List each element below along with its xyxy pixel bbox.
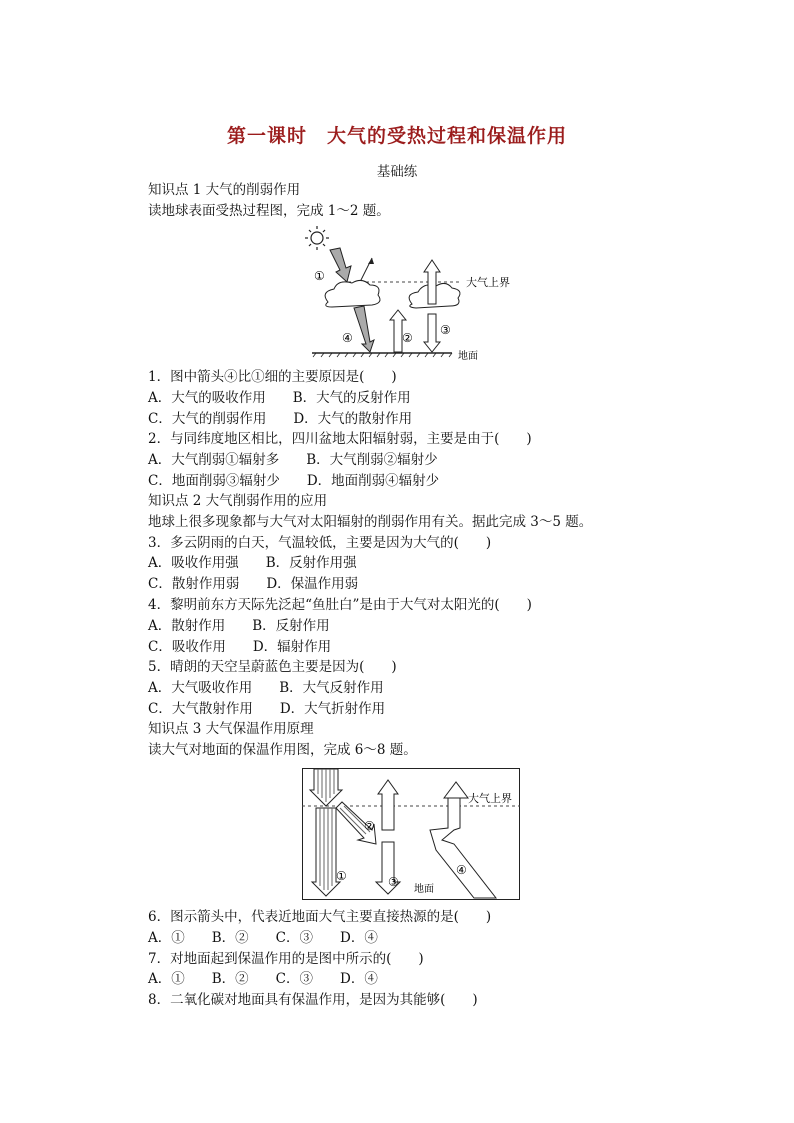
fig1-num-1: ① xyxy=(314,269,325,283)
question-7: 7．对地面起到保温作用的是图中所示的( ) xyxy=(148,951,424,967)
question-5: 5．晴朗的天空呈蔚蓝色主要是因为( ) xyxy=(148,659,397,675)
section-heading-3: 知识点 3 大气保温作用原理 xyxy=(148,721,314,737)
question-8: 8．二氧化碳对地面具有保温作用，是因为其能够( ) xyxy=(148,992,478,1008)
figure-heating-process xyxy=(300,224,520,364)
sun-icon xyxy=(305,226,329,250)
fig1-ground-label: 地面 xyxy=(458,351,478,362)
fig2-num-2: ② xyxy=(364,819,375,833)
question-4-options-cd: C．吸收作用 D．辐射作用 xyxy=(148,639,332,655)
question-1-options-cd: C．大气的削弱作用 D．大气的散射作用 xyxy=(148,411,413,427)
section-heading-2: 知识点 2 大气削弱作用的应用 xyxy=(148,493,328,509)
fig1-num-2: ② xyxy=(402,331,413,345)
fig1-upper-label: 大气上界 xyxy=(466,276,510,289)
instruction-1: 读地球表面受热过程图，完成 1～2 题。 xyxy=(148,203,390,219)
section-subtitle: 基础练 xyxy=(376,164,418,180)
fig2-num-3: ③ xyxy=(388,875,399,889)
question-3-options-ab: A．吸收作用强 B．反射作用强 xyxy=(148,555,357,571)
question-2-options-cd: C．地面削弱③辐射少 D．地面削弱④辐射少 xyxy=(148,473,440,489)
question-4-options-ab: A．散射作用 B．反射作用 xyxy=(148,618,330,634)
fig2-ground-label: 地面 xyxy=(414,884,434,895)
page-title: 第一课时 大气的受热过程和保温作用 xyxy=(226,125,567,147)
instruction-2: 地球上很多现象都与大气对太阳辐射的削弱作用有关。据此完成 3～5 题。 xyxy=(148,514,593,530)
question-2: 2．与同纬度地区相比，四川盆地太阳辐射弱，主要是由于( ) xyxy=(148,431,532,447)
question-3-options-cd: C．散射作用弱 D．保温作用弱 xyxy=(148,576,359,592)
question-2-options-ab: A．大气削弱①辐射多 B．大气削弱②辐射少 xyxy=(148,452,438,468)
question-7-options: A．① B．② C．③ D．④ xyxy=(148,971,378,987)
fig1-num-4: ④ xyxy=(342,331,353,345)
section-heading-1: 知识点 1 大气的削弱作用 xyxy=(148,182,301,198)
figure-insulation-effect xyxy=(302,768,522,902)
question-3: 3．多云阴雨的白天，气温较低，主要是因为大气的( ) xyxy=(148,535,492,551)
question-1: 1．图中箭头④比①细的主要原因是( ) xyxy=(148,369,397,385)
question-5-options-cd: C．大气散射作用 D．大气折射作用 xyxy=(148,701,386,717)
question-1-options-ab: A．大气的吸收作用 B．大气的反射作用 xyxy=(148,390,411,406)
question-6: 6．图示箭头中，代表近地面大气主要直接热源的是( ) xyxy=(148,909,492,925)
fig2-upper-label: 大气上界 xyxy=(468,792,512,805)
fig1-num-3: ③ xyxy=(440,323,451,337)
fig2-num-4: ④ xyxy=(456,863,467,877)
fig2-num-1: ① xyxy=(336,869,347,883)
question-4: 4．黎明前东方天际先泛起“鱼肚白”是由于大气对太阳光的( ) xyxy=(148,597,532,613)
question-5-options-ab: A．大气吸收作用 B．大气反射作用 xyxy=(148,680,384,696)
instruction-3: 读大气对地面的保温作用图，完成 6～8 题。 xyxy=(148,742,417,758)
question-6-options: A．① B．② C．③ D．④ xyxy=(148,930,378,946)
